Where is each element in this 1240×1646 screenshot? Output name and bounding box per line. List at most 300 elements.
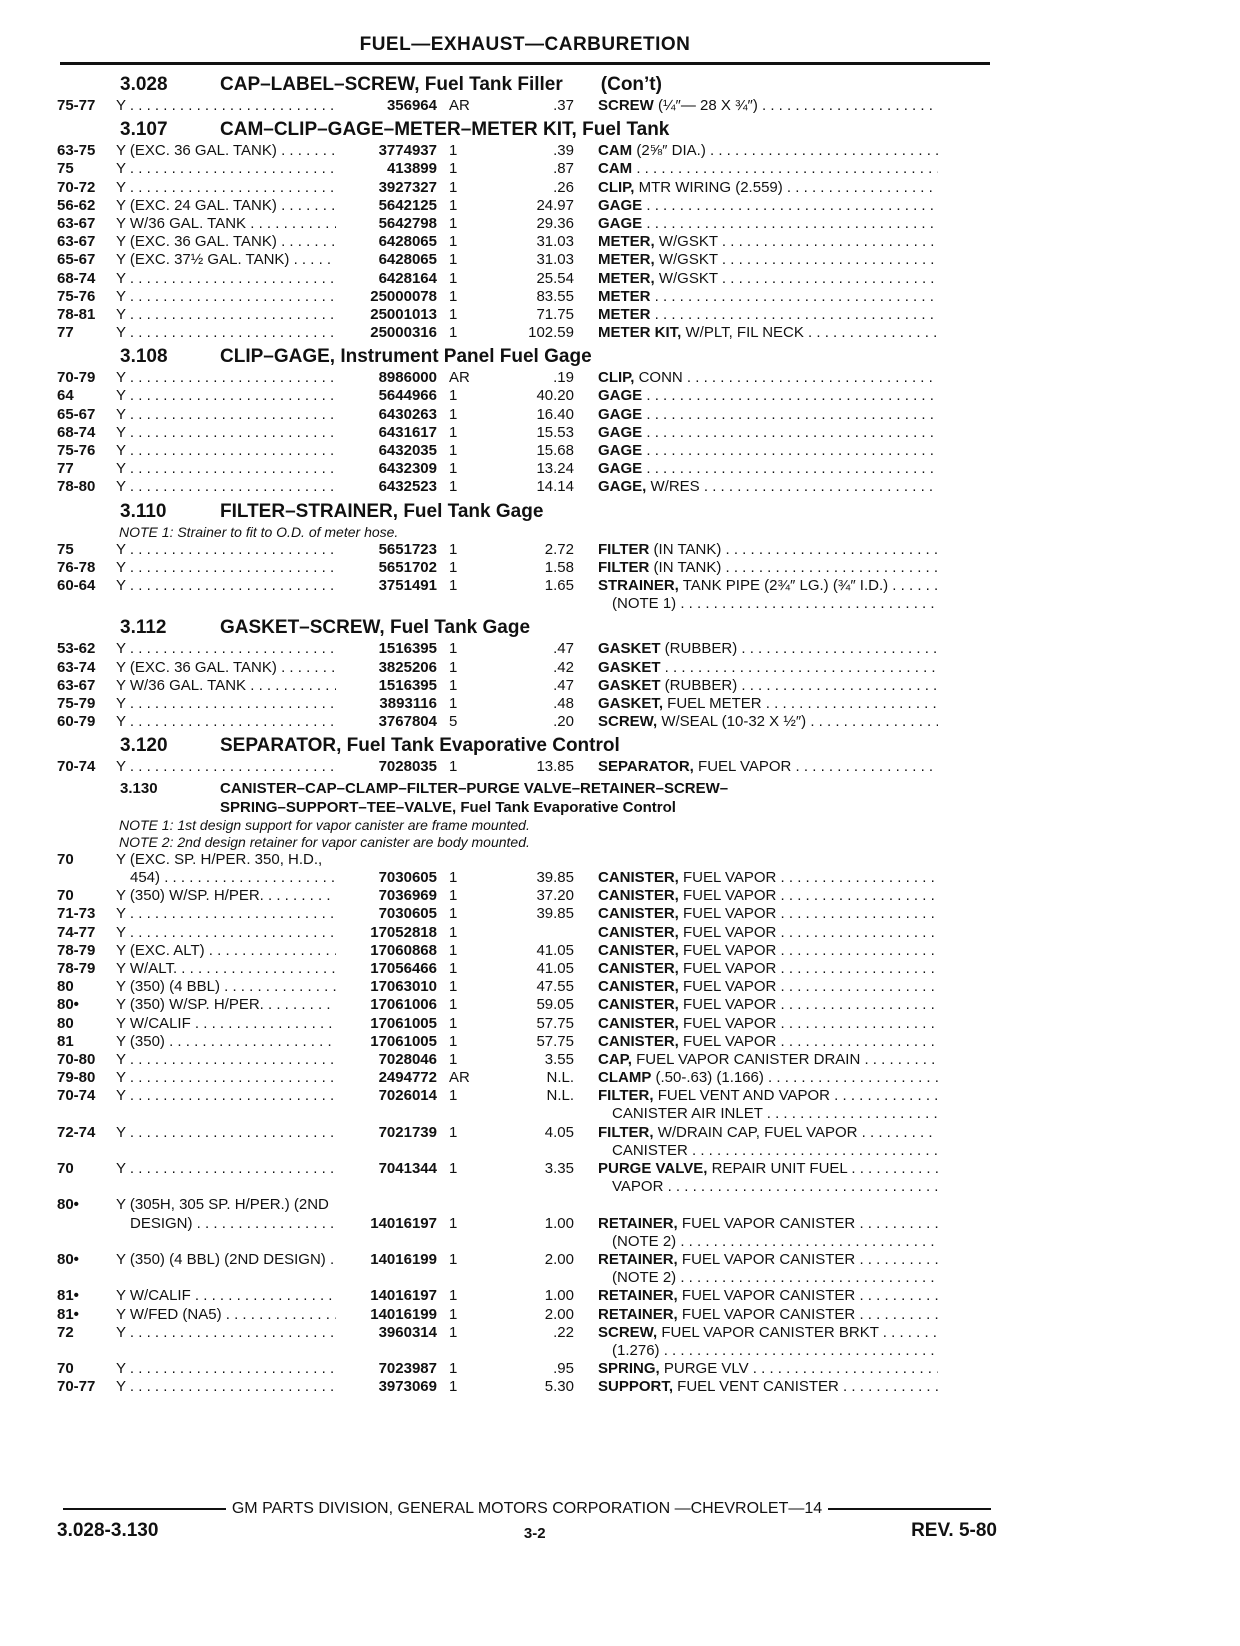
part-number: 3767804	[378, 713, 437, 731]
model-application: Y (350) (4 BBL) . . .	[116, 978, 336, 996]
year-range: 64	[57, 387, 74, 405]
price: 39.85	[536, 869, 574, 886]
table-row	[57, 1105, 997, 1123]
model-application: DESIGN) . . .	[116, 1215, 336, 1233]
quantity: 1	[449, 1360, 458, 1378]
quantity: 1	[449, 758, 458, 776]
part-detail: FUEL VAPOR	[693, 758, 792, 776]
price: 2.72	[544, 540, 574, 558]
part-description	[598, 233, 938, 251]
model-application: 454) . . .	[116, 869, 336, 887]
section-number: 3.107	[120, 119, 168, 141]
part-detail: (¼″— 28 X ¾″)	[653, 97, 758, 114]
section-title: CANISTER–CAP–CLAMP–FILTER–PURGE VALVE–RETAINER–SCREW–	[220, 780, 729, 798]
table-row	[57, 251, 997, 269]
section-title: CAP–LABEL–SCREW, Fuel Tank Filler	[220, 74, 563, 95]
part-detail: (IN TANK)	[649, 540, 722, 558]
part-description	[598, 387, 938, 405]
part-number: 5642125	[378, 196, 437, 214]
quantity: 1	[449, 160, 458, 178]
quantity: 1	[449, 658, 458, 676]
model-application: Y W/36 GAL. TANK . . .	[116, 677, 336, 695]
price: .42	[553, 658, 574, 676]
table-row	[57, 541, 997, 559]
part-name: METER	[598, 305, 651, 323]
price: 15.68	[536, 442, 574, 459]
part-detail: FUEL VAPOR CANISTER	[677, 1287, 856, 1305]
model-application: Y . . .	[116, 406, 336, 424]
table-row	[57, 387, 997, 405]
part-name: CANISTER,	[598, 959, 679, 977]
part-name: CANISTER,	[598, 923, 679, 941]
part-name: FILTER	[598, 540, 650, 558]
table-row	[57, 1251, 997, 1269]
year-range: 80•	[57, 996, 79, 1014]
part-number: 17061006	[370, 996, 437, 1014]
part-number: 3973069	[378, 1378, 437, 1396]
table-row	[57, 996, 997, 1014]
footer-revision: REV. 5-80	[911, 1520, 997, 1541]
quantity: AR	[449, 369, 470, 387]
part-name: METER,	[598, 233, 655, 251]
part-detail: FUEL VENT AND VAPOR	[653, 1087, 830, 1105]
price: 4.05	[544, 1123, 574, 1141]
year-range: 81	[57, 1032, 74, 1050]
part-name: METER,	[598, 251, 655, 269]
model-application	[116, 595, 336, 613]
quantity: 1	[449, 640, 458, 658]
part-description	[598, 288, 938, 306]
quantity: 1	[449, 1214, 458, 1232]
part-detail: W/GSKT	[654, 269, 718, 287]
quantity: 1	[449, 941, 458, 959]
part-name: SUPPORT,	[598, 1378, 674, 1396]
section-heading-line	[57, 780, 997, 798]
part-detail: W/PLT, FIL NECK	[681, 324, 804, 342]
table-row	[57, 924, 997, 942]
quantity: 1	[449, 178, 458, 196]
part-number: 7030605	[378, 869, 437, 886]
section-number: 3.112	[120, 617, 167, 639]
page-footer	[57, 1500, 997, 1542]
model-application: Y . . .	[116, 460, 336, 478]
table-row	[57, 1015, 997, 1033]
part-description	[598, 887, 938, 905]
part-description	[598, 97, 938, 115]
part-detail: (IN TANK)	[649, 558, 722, 576]
model-application: Y . . .	[116, 1069, 336, 1087]
model-application	[116, 1269, 336, 1287]
parts-listing	[57, 70, 997, 1396]
model-application: Y . . .	[116, 577, 336, 595]
table-row	[57, 1306, 997, 1324]
table-row	[57, 442, 997, 460]
table-row	[57, 1269, 997, 1287]
model-application: Y W/CALIF . . .	[116, 1287, 336, 1305]
part-description	[598, 442, 938, 460]
table-row	[57, 424, 997, 442]
table-row	[57, 1033, 997, 1051]
part-number: 7036969	[378, 887, 437, 905]
section-number: 3.028	[120, 74, 168, 95]
table-row	[57, 179, 997, 197]
part-detail: FUEL VAPOR	[678, 941, 777, 959]
model-application: Y (EXC. 37½ GAL. TANK) . . .	[116, 251, 336, 269]
table-row	[57, 595, 997, 613]
part-detail: VAPOR	[612, 1178, 664, 1196]
year-range: 70	[57, 1160, 74, 1177]
part-number: 6432035	[378, 442, 437, 459]
table-row	[57, 677, 997, 695]
part-number: 7030605	[378, 905, 437, 923]
part-detail: (2⅝″ DIA.)	[632, 142, 706, 160]
part-number: 3927327	[378, 178, 437, 196]
quantity: 1	[449, 142, 458, 160]
part-detail: TANK PIPE (2¾″ LG.) (¾″ I.D.)	[678, 576, 889, 594]
year-range: 70-80	[57, 1050, 96, 1068]
model-application: Y . . .	[116, 695, 336, 713]
table-row	[57, 869, 997, 887]
price	[489, 851, 598, 869]
quantity	[445, 1196, 489, 1214]
price: .47	[553, 640, 574, 658]
year-range: 63-67	[57, 233, 96, 251]
table-row	[57, 1287, 997, 1305]
part-detail: W/GSKT	[654, 233, 718, 251]
part-detail: REPAIR UNIT FUEL	[707, 1160, 848, 1177]
price: 102.59	[528, 324, 574, 342]
part-name: CANISTER,	[598, 869, 679, 886]
price: 13.85	[536, 758, 574, 776]
table-row	[57, 1215, 997, 1233]
price: 13.24	[536, 460, 574, 478]
part-name: GAGE	[598, 460, 643, 478]
price: .19	[553, 369, 574, 387]
part-description	[598, 978, 938, 996]
year-range: 76-78	[57, 558, 96, 576]
part-number: 3960314	[378, 1323, 437, 1341]
model-application: Y (350) W/SP. H/PER. . . .	[116, 996, 336, 1014]
year-range: 70-77	[57, 1378, 96, 1396]
model-application: Y . . .	[116, 387, 336, 405]
year-range: 75-79	[57, 694, 96, 712]
part-name: SCREW,	[598, 1323, 658, 1341]
model-application: Y (350) (4 BBL) (2ND DESIGN) . . . .	[116, 1251, 336, 1269]
part-name: GAGE	[598, 214, 643, 232]
part-name: SEPARATOR,	[598, 758, 694, 776]
model-application: Y W/ALT. . . .	[116, 960, 336, 978]
table-row	[57, 1178, 997, 1196]
part-name: CANISTER,	[598, 941, 679, 959]
table-row	[57, 460, 997, 478]
price: .87	[553, 160, 574, 178]
year-range: 63-67	[57, 214, 96, 232]
price: 39.85	[536, 905, 574, 923]
model-application: Y . . .	[116, 179, 336, 197]
year-range: 81•	[57, 1305, 79, 1323]
table-row	[57, 215, 997, 233]
price: .48	[553, 694, 574, 712]
model-application: Y (EXC. 36 GAL. TANK) . . .	[116, 659, 336, 677]
price	[489, 924, 598, 942]
model-application: Y . . .	[116, 1087, 336, 1105]
part-number: 6431617	[378, 423, 437, 441]
model-application: Y . . .	[116, 541, 336, 559]
model-application: Y . . .	[116, 478, 336, 496]
part-name: CANISTER,	[598, 996, 679, 1014]
part-description	[598, 460, 938, 478]
part-description	[598, 960, 938, 978]
table-row	[57, 369, 997, 387]
part-detail: (RUBBER)	[660, 640, 738, 658]
table-row	[57, 1142, 997, 1160]
table-row	[57, 659, 997, 677]
part-number: 17061005	[370, 1014, 437, 1032]
part-name: GAGE	[598, 405, 643, 423]
part-description	[598, 996, 938, 1014]
part-detail: CANISTER AIR INLET	[612, 1105, 763, 1123]
quantity: 1	[449, 214, 458, 232]
price: 83.55	[536, 287, 574, 305]
part-name: CANISTER,	[598, 978, 679, 996]
year-range: 53-62	[57, 640, 96, 658]
part-detail: FUEL VAPOR	[678, 869, 777, 886]
year-range: 80	[57, 1014, 74, 1032]
part-description	[598, 677, 938, 695]
part-detail: FUEL VAPOR	[678, 978, 777, 996]
model-application: Y . . .	[116, 924, 336, 942]
table-row	[57, 270, 997, 288]
section-number: 3.110	[120, 500, 167, 522]
model-application: Y . . .	[116, 1124, 336, 1142]
year-range: 79-80	[57, 1069, 96, 1087]
quantity: 1	[449, 287, 458, 305]
part-number: 14016197	[370, 1214, 437, 1232]
year-range: 72-74	[57, 1123, 96, 1141]
part-detail: W/GSKT	[654, 251, 718, 269]
quantity: 1	[449, 869, 458, 886]
quantity: 1	[449, 442, 458, 459]
year-range: 78-80	[57, 478, 96, 496]
section-note: NOTE 1: 1st design support for vapor canister are frame mounted.	[119, 816, 530, 833]
year-range: 70-74	[57, 1087, 96, 1105]
part-number: 6428065	[378, 251, 437, 269]
price: 31.03	[536, 251, 574, 269]
part-description	[598, 1378, 938, 1396]
part-description	[598, 559, 938, 577]
quantity: 1	[449, 324, 458, 342]
quantity: 1	[449, 423, 458, 441]
quantity: 1	[449, 1323, 458, 1341]
year-range: 70	[57, 1360, 74, 1378]
part-detail: FUEL VAPOR CANISTER	[677, 1305, 856, 1323]
model-application: Y (EXC. 36 GAL. TANK) . . .	[116, 142, 336, 160]
table-row	[57, 758, 997, 776]
part-detail: (NOTE 2)	[612, 1232, 677, 1250]
footer-corporation: GM PARTS DIVISION, GENERAL MOTORS CORPORATION —CHEVROLET—14	[231, 1500, 823, 1517]
part-name: METER KIT,	[598, 324, 682, 342]
part-description	[598, 640, 938, 658]
year-range	[57, 1215, 116, 1233]
price: 71.75	[536, 305, 574, 323]
year-range: 77	[57, 460, 74, 478]
year-range: 60-79	[57, 713, 96, 731]
part-number: 413899	[386, 160, 437, 178]
model-application: Y . . .	[116, 1324, 336, 1342]
part-detail: FUEL METER	[663, 694, 762, 712]
part-description	[598, 869, 938, 887]
year-range: 75-76	[57, 442, 96, 459]
part-number: 3825206	[378, 658, 437, 676]
section-heading	[57, 780, 997, 816]
part-number: 6428065	[378, 233, 437, 251]
section-title: SEPARATOR, Fuel Tank Evaporative Control	[220, 735, 620, 757]
quantity: AR	[449, 97, 470, 114]
year-range: 70	[57, 887, 74, 905]
quantity: 1	[449, 923, 458, 941]
year-range: 70-72	[57, 178, 96, 196]
model-application: Y . . .	[116, 758, 336, 776]
section-title: GASKET–SCREW, Fuel Tank Gage	[220, 617, 531, 639]
part-number: 8986000	[378, 369, 437, 387]
part-description	[598, 270, 938, 288]
part-description	[598, 424, 938, 442]
model-application: Y W/CALIF . . .	[116, 1015, 336, 1033]
part-name: RETAINER,	[598, 1287, 678, 1305]
price: 16.40	[536, 405, 574, 423]
part-number: 25000316	[370, 324, 437, 342]
part-description	[598, 215, 938, 233]
part-name: GASKET	[598, 658, 661, 676]
section-title: CLIP–GAGE, Instrument Panel Fuel Gage	[220, 346, 592, 368]
part-name: CANISTER,	[598, 887, 679, 905]
part-detail: (1.276)	[612, 1341, 660, 1359]
part-number	[336, 851, 445, 869]
section-heading-line	[57, 799, 997, 817]
table-row	[57, 160, 997, 178]
part-description	[598, 369, 938, 387]
table-row	[57, 1124, 997, 1142]
part-name: CLAMP	[598, 1069, 652, 1087]
part-description	[598, 1306, 938, 1324]
model-application: Y (EXC. SP. H/PER. 350, H.D.,	[116, 850, 323, 868]
year-range: 60-64	[57, 576, 96, 594]
model-application: Y (EXC. 24 GAL. TANK) . . .	[116, 197, 336, 215]
table-row	[57, 478, 997, 496]
section-note: NOTE 2: 2nd design retainer for vapor canister are body mounted.	[119, 833, 530, 850]
price: 14.14	[536, 478, 574, 496]
part-detail: FUEL VAPOR CANISTER	[677, 1214, 856, 1232]
table-row	[57, 1087, 997, 1105]
part-description	[598, 1069, 938, 1087]
table-row	[57, 233, 997, 251]
price	[489, 1196, 598, 1214]
model-application: Y (350) W/SP. H/PER. . . .	[116, 887, 336, 905]
model-application: Y . . .	[116, 905, 336, 923]
part-detail: FUEL VAPOR	[678, 996, 777, 1014]
model-application: Y . . .	[116, 1160, 336, 1178]
model-application: Y . . .	[116, 306, 336, 324]
part-detail: FUEL VAPOR	[678, 1014, 777, 1032]
part-name: PURGE VALVE,	[598, 1160, 708, 1177]
price: 31.03	[536, 233, 574, 251]
table-row	[57, 197, 997, 215]
quantity: 1	[449, 233, 458, 251]
table-row	[57, 640, 997, 658]
part-description	[598, 1105, 938, 1123]
part-detail: MTR WIRING (2.559)	[634, 178, 783, 196]
price: N.L.	[546, 1069, 574, 1087]
part-detail: W/SEAL (10-32 X ½″)	[657, 713, 807, 731]
year-range: 70	[57, 850, 74, 868]
model-application: Y . . .	[116, 369, 336, 387]
quantity: 1	[449, 1160, 458, 1177]
quantity: 1	[449, 405, 458, 423]
part-number: 1516395	[378, 640, 437, 658]
year-range: 75	[57, 160, 74, 178]
model-application: Y . . .	[116, 424, 336, 442]
year-range: 78-79	[57, 941, 96, 959]
part-name: CANISTER,	[598, 1032, 679, 1050]
part-name: GAGE	[598, 442, 643, 459]
quantity: 1	[449, 1287, 458, 1305]
part-name: GAGE	[598, 387, 643, 405]
price: 41.05	[536, 941, 574, 959]
part-number: 7028046	[378, 1050, 437, 1068]
model-application: Y . . .	[116, 324, 336, 342]
year-range: 63-67	[57, 676, 96, 694]
part-name: SCREW,	[598, 713, 658, 731]
model-application: Y . . .	[116, 640, 336, 658]
part-number	[336, 1196, 445, 1214]
part-description	[598, 251, 938, 269]
quantity: 1	[449, 1123, 458, 1141]
quantity: 1	[449, 1050, 458, 1068]
part-name: CAP,	[598, 1050, 632, 1068]
model-application: Y . . .	[116, 270, 336, 288]
price: 25.54	[536, 269, 574, 287]
section-heading	[57, 345, 997, 369]
part-number: 17060868	[370, 941, 437, 959]
model-application: Y . . .	[116, 1051, 336, 1069]
part-detail: FUEL VAPOR	[678, 1032, 777, 1050]
part-number: 14016199	[370, 1305, 437, 1323]
part-number: 7021739	[378, 1123, 437, 1141]
part-description	[598, 160, 938, 178]
part-detail: (RUBBER)	[660, 676, 738, 694]
model-application: Y (350) . . .	[116, 1033, 336, 1051]
part-number: 6430263	[378, 405, 437, 423]
part-number: 5644966	[378, 387, 437, 405]
table-row	[57, 713, 997, 731]
model-application	[116, 1342, 336, 1360]
part-name: RETAINER,	[598, 1305, 678, 1323]
year-range: 70-79	[57, 369, 96, 387]
part-number: 17052818	[370, 923, 437, 941]
part-name: FILTER,	[598, 1087, 654, 1105]
quantity: 1	[449, 1032, 458, 1050]
table-row	[57, 406, 997, 424]
table-row	[57, 960, 997, 978]
part-detail: FUEL VAPOR CANISTER	[677, 1250, 856, 1268]
table-row	[57, 942, 997, 960]
section-title: CAM–CLIP–GAGE–METER–METER KIT, Fuel Tank	[220, 119, 670, 141]
part-description	[598, 595, 938, 613]
quantity: 1	[449, 959, 458, 977]
price: .26	[553, 178, 574, 196]
table-row	[57, 887, 997, 905]
table-row	[57, 306, 997, 324]
